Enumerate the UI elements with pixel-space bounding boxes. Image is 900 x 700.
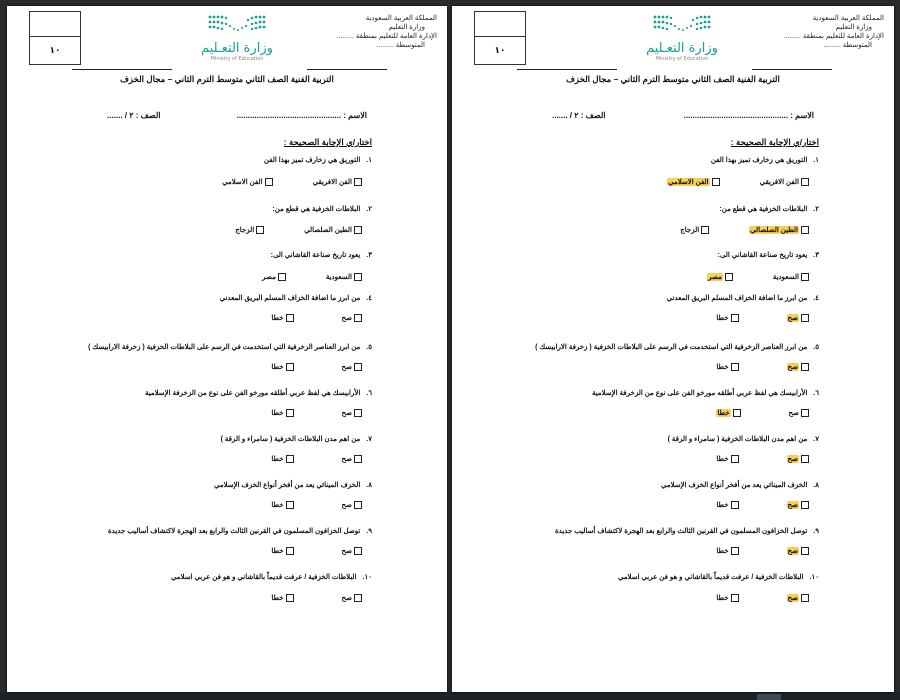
answer-options [716, 314, 809, 322]
checkbox-icon[interactable] [731, 314, 739, 322]
question-number: ٤. [366, 295, 372, 302]
checkbox-icon[interactable] [354, 226, 362, 234]
option-label: صح [788, 410, 799, 417]
question-prompt: توصل الخزافون المسلمون في القرنين الثالث والرابع بعد الهجرة لاكتشاف أساليب جديدة [554, 528, 808, 535]
question-prompt: من ابرز العناصر الزخرفية التي استخدمت في الرسم على البلاطات الخزفية ( زخرفة الارابيسك ) [535, 344, 808, 351]
checkbox-icon[interactable] [801, 547, 809, 555]
question-number: ٥. [366, 344, 372, 351]
answer-options [716, 455, 809, 463]
question-text [171, 573, 372, 581]
checkbox-icon[interactable] [286, 363, 294, 371]
option-label: الفن الافريقي [312, 179, 352, 186]
option-label: خطا [271, 315, 284, 322]
answer-options [271, 501, 362, 509]
option-label: صح [341, 315, 352, 322]
checkbox-icon[interactable] [286, 594, 294, 602]
checkbox-icon[interactable] [256, 226, 264, 234]
question-text [220, 294, 372, 302]
answer-options [271, 409, 362, 417]
question-number: ١٠. [809, 574, 819, 581]
answer-option[interactable] [716, 363, 738, 371]
ministry-logo [637, 14, 727, 64]
checkbox-icon[interactable] [801, 273, 809, 281]
answer-options [271, 547, 362, 555]
answer-options [271, 314, 362, 322]
question-text [214, 481, 372, 489]
answer-option[interactable] [707, 273, 733, 281]
answer-option[interactable] [342, 314, 362, 322]
answer-option[interactable] [787, 455, 809, 463]
question-prompt: يعود تاريخ صناعة القاشاني الى: [270, 252, 361, 259]
option-label-highlighted: صح [787, 315, 798, 322]
answer-option[interactable] [271, 455, 293, 463]
option-label: خطا [716, 548, 729, 555]
checkbox-icon[interactable] [801, 455, 809, 463]
title-rule-right [307, 69, 387, 70]
option-label: صح [341, 364, 352, 371]
answer-options [716, 547, 809, 555]
answer-option[interactable] [342, 594, 362, 602]
question-number: ١٠. [362, 574, 372, 581]
checkbox-icon[interactable] [286, 547, 294, 555]
question-text [661, 481, 819, 489]
option-label: السعودية [325, 274, 352, 281]
gov-line: المملكة العربية السعودية [812, 15, 884, 22]
logo-english-text: Ministry of Education [655, 56, 709, 62]
checkbox-icon[interactable] [712, 178, 720, 186]
gov-line: وزارة التعليم [388, 24, 425, 31]
option-label: صح [341, 595, 352, 602]
checkbox-icon[interactable] [801, 594, 809, 602]
option-label: السعودية [772, 274, 799, 281]
answer-options [716, 409, 809, 417]
question-text [271, 251, 372, 259]
question-prompt: التوريق هي زخارف تميز بهذا الفن [263, 157, 361, 164]
answer-options [271, 363, 362, 371]
question-number: ٥. [813, 344, 819, 351]
class-field[interactable]: الصف : ٢ / ....... [107, 111, 161, 120]
title-rule-left [517, 69, 617, 70]
answer-option[interactable] [326, 273, 362, 281]
question-prompt: البلاطات الخزفية / عرفت قديماً بالقاشاني و هو فن عربي اسلامي [170, 574, 357, 581]
gov-line: المتوسطة ......... [823, 42, 872, 49]
question-number: ٢. [366, 206, 372, 213]
ministry-logo [192, 14, 282, 64]
answer-option[interactable] [271, 409, 293, 417]
option-label: الزجاج [235, 227, 255, 234]
answer-options [716, 363, 809, 371]
checkbox-icon[interactable] [354, 178, 362, 186]
option-label: صح [341, 548, 352, 555]
answer-options [680, 226, 809, 234]
question-text [221, 435, 372, 443]
answer-option[interactable] [680, 226, 709, 234]
option-label: خطا [271, 595, 284, 602]
question-number: ٨. [813, 482, 819, 489]
answer-option[interactable] [271, 594, 293, 602]
answer-option[interactable] [304, 226, 362, 234]
answer-option[interactable] [716, 455, 738, 463]
answer-option[interactable] [789, 409, 809, 417]
answer-option[interactable] [313, 178, 362, 186]
question-text [535, 343, 819, 351]
checkbox-icon[interactable] [354, 501, 362, 509]
logo-english-text: Ministry of Education [210, 56, 264, 62]
checkbox-icon[interactable] [286, 409, 294, 417]
option-label-highlighted: مصر [708, 274, 722, 281]
option-label: خطا [716, 595, 729, 602]
checkbox-icon[interactable] [354, 594, 362, 602]
checkbox-icon[interactable] [731, 547, 739, 555]
question-number: ٦. [366, 390, 372, 397]
question-prompt: من ابرز العناصر الزخرفية التي استخدمت في الرسم على البلاطات الخزفية ( زخرفة الارابيسك ) [88, 344, 361, 351]
checkbox-icon[interactable] [701, 226, 709, 234]
checkbox-icon[interactable] [801, 409, 809, 417]
checkbox-icon[interactable] [725, 273, 733, 281]
score-earned-cell [475, 12, 525, 37]
answer-options [716, 501, 809, 509]
question-number: ٩. [366, 528, 372, 535]
answer-option[interactable] [716, 547, 738, 555]
answer-option[interactable] [667, 178, 719, 186]
answer-option[interactable] [716, 409, 740, 417]
checkbox-icon[interactable] [354, 455, 362, 463]
question-number: ٢. [813, 206, 819, 213]
question-text [711, 156, 819, 164]
question-prompt: الخزف المينائي يعد من أفخر أنواع الخزف الإسلامي [661, 482, 808, 489]
option-label-highlighted: صح [787, 456, 798, 463]
gov-line: المملكة العربية السعودية [365, 15, 437, 22]
answer-option[interactable] [342, 501, 362, 509]
question-text [718, 251, 819, 259]
checkbox-icon[interactable] [731, 363, 739, 371]
gov-line: وزارة التعليم [835, 24, 872, 31]
answer-option[interactable] [749, 226, 809, 234]
answer-options [235, 226, 362, 234]
answer-option[interactable] [716, 501, 738, 509]
question-text [667, 294, 819, 302]
answer-options [271, 455, 362, 463]
question-prompt: البلاطات الخزفية هي قطع من: [272, 206, 361, 213]
option-label: الزجاج [680, 227, 700, 234]
checkbox-icon[interactable] [354, 273, 362, 281]
student-name-field[interactable]: الاسم : ............................................... [683, 111, 814, 120]
option-label: خطا [271, 456, 284, 463]
question-text [272, 205, 372, 213]
option-label: صح [341, 410, 352, 417]
question-number: ٩. [813, 528, 819, 535]
option-label-highlighted: خطا [717, 410, 730, 417]
option-label: الفن الافريقي [759, 179, 799, 186]
checkbox-icon[interactable] [731, 594, 739, 602]
answer-option[interactable] [787, 363, 809, 371]
logo-arabic-text: وزارة التعـليم [646, 41, 718, 56]
checkbox-icon[interactable] [801, 363, 809, 371]
option-label: خطا [716, 364, 729, 371]
checkbox-icon[interactable] [286, 501, 294, 509]
question-text [264, 156, 372, 164]
question-prompt: التوريق هي زخارف تميز بهذا الفن [710, 157, 808, 164]
checkbox-icon[interactable] [354, 409, 362, 417]
section-title: اختار/ي الإجابة الصحيحة : [283, 137, 372, 147]
question-prompt: البلاطات الخزفية / عرفت قديماً بالقاشاني و هو فن عربي اسلامي [617, 574, 804, 581]
question-prompt: من اهم مدن البلاطات الخزفية ( سامراء و الرقة ) [667, 436, 808, 443]
government-header [317, 14, 437, 50]
question-number: ٣. [813, 252, 819, 259]
option-label-highlighted: الطين الصلصالي [750, 227, 798, 234]
section-title: اختار/ي الإجابة الصحيحة : [730, 137, 819, 147]
option-label: صح [341, 502, 352, 509]
question-prompt: يعود تاريخ صناعة القاشاني الى: [717, 252, 808, 259]
checkbox-icon[interactable] [733, 409, 741, 417]
score-earned-cell [30, 12, 80, 37]
question-prompt: من ابرز ما اضافة الخزاف المسلم البريق المعدني [666, 295, 808, 302]
checkbox-icon[interactable] [286, 314, 294, 322]
checkbox-icon[interactable] [801, 314, 809, 322]
answer-options [707, 273, 809, 281]
viewer-tab-indicator [757, 694, 781, 700]
answer-options [716, 594, 809, 602]
option-label: خطا [716, 502, 729, 509]
option-label-highlighted: صح [787, 548, 798, 555]
question-text [555, 527, 819, 535]
option-label: مصر [262, 274, 276, 281]
answer-option[interactable] [773, 273, 809, 281]
option-label: خطا [271, 502, 284, 509]
answer-option[interactable] [271, 547, 293, 555]
answer-option[interactable] [716, 314, 738, 322]
option-label: خطا [716, 456, 729, 463]
question-text [108, 527, 372, 535]
question-number: ٤. [813, 295, 819, 302]
question-text [88, 343, 372, 351]
title-rule-right [752, 69, 832, 70]
option-label: خطا [271, 548, 284, 555]
checkbox-icon[interactable] [278, 273, 286, 281]
checkbox-icon[interactable] [354, 547, 362, 555]
option-label: الطين الصلصالي [304, 227, 352, 234]
answer-options [667, 178, 809, 186]
answer-option[interactable] [342, 455, 362, 463]
option-label: خطا [271, 364, 284, 371]
question-prompt: الخزف المينائي يعد من أفخر أنواع الخزف الإسلامي [214, 482, 361, 489]
checkbox-icon[interactable] [265, 178, 273, 186]
question-prompt: من ابرز ما اضافة الخزاف المسلم البريق المعدني [219, 295, 361, 302]
question-prompt: من اهم مدن البلاطات الخزفية ( سامراء و الرقة ) [220, 436, 361, 443]
answer-option[interactable] [760, 178, 809, 186]
answer-option[interactable] [787, 594, 809, 602]
checkbox-icon[interactable] [354, 314, 362, 322]
student-name-field[interactable]: الاسم : ............................................... [236, 111, 367, 120]
option-label: خطا [271, 410, 284, 417]
worksheet-page-blank [7, 6, 447, 692]
logo-dots-icon [192, 14, 282, 36]
answer-option[interactable] [262, 273, 286, 281]
question-text [719, 205, 819, 213]
answer-option[interactable] [235, 226, 264, 234]
question-prompt: الأرابيسك هي لفظ عربي أطلقه مورخو الفن على نوع من الزخرفة الإسلامية [592, 390, 808, 397]
answer-options [262, 273, 362, 281]
checkbox-icon[interactable] [801, 501, 809, 509]
question-text [668, 435, 819, 443]
answer-option[interactable] [787, 501, 809, 509]
question-number: ٦. [813, 390, 819, 397]
score-box [474, 11, 526, 65]
option-label-highlighted: صح [787, 364, 798, 371]
question-prompt: توصل الخزافون المسلمون في القرنين الثالث والرابع بعد الهجرة لاكتشاف أساليب جديدة [107, 528, 361, 535]
question-prompt: الأرابيسك هي لفظ عربي أطلقه مورخو الفن على نوع من الزخرفة الإسلامية [145, 390, 361, 397]
question-number: ١. [366, 157, 372, 164]
logo-arabic-text: وزارة التعـليم [201, 41, 273, 56]
checkbox-icon[interactable] [731, 501, 739, 509]
answer-option[interactable] [342, 363, 362, 371]
option-label-highlighted: صح [787, 502, 798, 509]
score-total: ١٠ [49, 45, 61, 56]
answer-option[interactable] [787, 547, 809, 555]
question-text [592, 389, 819, 397]
answer-option[interactable] [271, 363, 293, 371]
answer-option[interactable] [342, 547, 362, 555]
score-box [29, 11, 81, 65]
worksheet-title: التربية الفنية الصف الثاني متوسط الترم الثاني – مجال الخزف [566, 74, 780, 84]
gov-line: الإدارة العامة للتعليم بمنطقة ......... [783, 33, 884, 40]
worksheet-title: التربية الفنية الصف الثاني متوسط الترم الثاني – مجال الخزف [120, 74, 334, 84]
gov-line: المتوسطة ......... [376, 42, 425, 49]
answer-option[interactable] [222, 178, 272, 186]
question-text [618, 573, 819, 581]
checkbox-icon[interactable] [286, 455, 294, 463]
question-number: ١. [813, 157, 819, 164]
checkbox-icon[interactable] [801, 226, 809, 234]
option-label-highlighted: صح [787, 595, 798, 602]
question-number: ٧. [366, 436, 372, 443]
score-total: ١٠ [494, 45, 506, 56]
question-text [145, 389, 372, 397]
question-number: ٧. [813, 436, 819, 443]
viewer-bottom-bar [0, 692, 900, 700]
gov-line: الإدارة العامة للتعليم بمنطقة ......... [336, 33, 437, 40]
worksheet-page-answer-key [452, 6, 894, 692]
checkbox-icon[interactable] [731, 455, 739, 463]
question-number: ٨. [366, 482, 372, 489]
option-label: صح [341, 456, 352, 463]
answer-options [271, 594, 362, 602]
option-label: الفن الاسلامي [222, 179, 263, 186]
answer-option[interactable] [271, 314, 293, 322]
answer-option[interactable] [787, 314, 809, 322]
checkbox-icon[interactable] [354, 363, 362, 371]
question-prompt: البلاطات الخزفية هي قطع من: [719, 206, 808, 213]
answer-options [222, 178, 362, 186]
government-header [764, 14, 884, 50]
answer-option[interactable] [342, 409, 362, 417]
answer-option[interactable] [716, 594, 738, 602]
option-label: خطا [716, 315, 729, 322]
class-field[interactable]: الصف : ٢ / ....... [552, 111, 606, 120]
logo-dots-icon [637, 14, 727, 36]
title-rule-left [72, 69, 172, 70]
option-label-highlighted: الفن الاسلامي [668, 179, 709, 186]
checkbox-icon[interactable] [801, 178, 809, 186]
question-number: ٣. [366, 252, 372, 259]
answer-option[interactable] [271, 501, 293, 509]
